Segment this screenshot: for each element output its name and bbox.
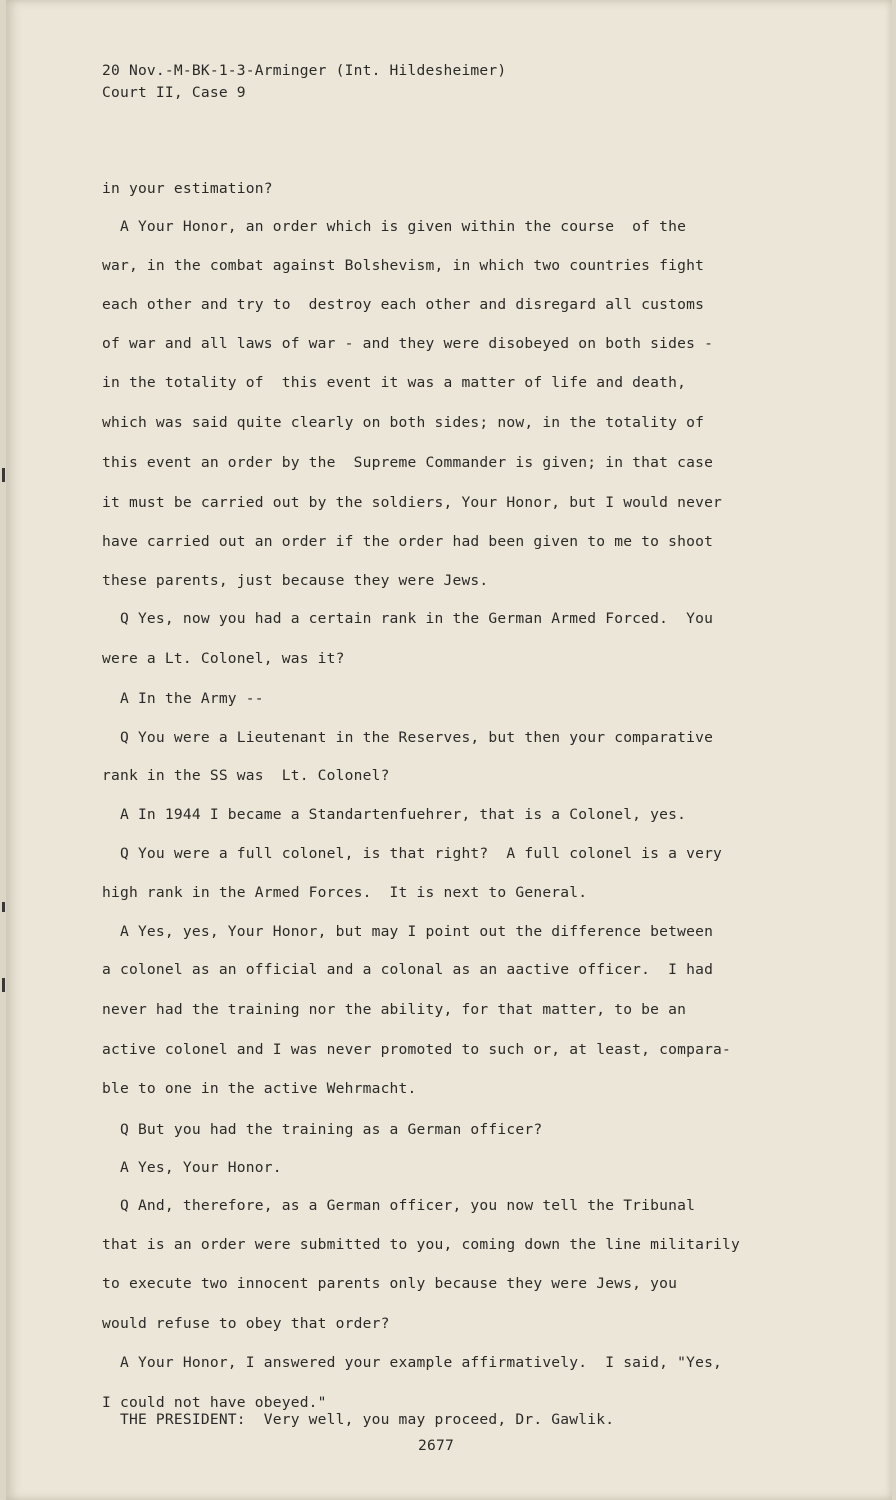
binding-mark [2, 468, 5, 482]
text-line: a colonel as an official and a colonal as an aactive officer. I had [102, 961, 714, 978]
text-line: I could not have obeyed." [102, 1394, 327, 1411]
text-line: would refuse to obey that order? [102, 1315, 390, 1332]
text-line: in the totality of this event it was a matter of life and death, [102, 374, 687, 391]
binding-mark [2, 978, 5, 992]
text-line: to execute two innocent parents only because they were Jews, you [102, 1275, 678, 1292]
text-line: Q You were a full colonel, is that right? A full colonel is a very [102, 845, 723, 862]
text-line: THE PRESIDENT: Very well, you may proceed, Dr. Gawlik. [102, 1411, 615, 1428]
text-line: A In 1944 I became a Standartenfuehrer, that is a Colonel, yes. [102, 806, 687, 823]
text-line: it must be carried out by the soldiers, Your Honor, but I would never [102, 494, 723, 511]
text-line: which was said quite clearly on both sides; now, in the totality of [102, 414, 705, 431]
text-line: Q And, therefore, as a German officer, you now tell the Tribunal [102, 1197, 696, 1214]
text-line: active colonel and I was never promoted to such or, at least, compara- [102, 1041, 732, 1058]
text-line: A Yes, Your Honor. [102, 1159, 282, 1176]
text-line: ble to one in the active Wehrmacht. [102, 1080, 417, 1097]
text-line: war, in the combat against Bolshevism, in which two countries fight [102, 257, 705, 274]
text-line: A Yes, yes, Your Honor, but may I point out the difference between [102, 923, 714, 940]
text-line: A In the Army -- [102, 690, 264, 707]
text-line: rank in the SS was Lt. Colonel? [102, 767, 390, 784]
text-line: Q But you had the training as a German officer? [102, 1121, 543, 1138]
header-line-1: 20 Nov.-M-BK-1-3-Arminger (Int. Hildesheimer) [102, 62, 507, 79]
page-number: 2677 [418, 1437, 454, 1454]
text-line: this event an order by the Supreme Commander is given; in that case [102, 454, 714, 471]
text-line: each other and try to destroy each other and disregard all customs [102, 296, 705, 313]
text-line: in your estimation? [102, 180, 273, 197]
text-line: A Your Honor, I answered your example affirmatively. I said, "Yes, [102, 1354, 723, 1371]
text-line: high rank in the Armed Forces. It is next to General. [102, 884, 588, 901]
text-line: these parents, just because they were Jews. [102, 572, 489, 589]
document-page [6, 0, 892, 1500]
binding-mark [2, 902, 5, 912]
text-line: never had the training nor the ability, for that matter, to be an [102, 1001, 687, 1018]
header-line-2: Court II, Case 9 [102, 84, 246, 101]
text-line: that is an order were submitted to you, coming down the line militarily [102, 1236, 741, 1253]
text-line: A Your Honor, an order which is given within the course of the [102, 218, 687, 235]
text-line: of war and all laws of war - and they were disobeyed on both sides - [102, 335, 714, 352]
text-line: have carried out an order if the order had been given to me to shoot [102, 533, 714, 550]
text-line: Q Yes, now you had a certain rank in the German Armed Forced. You [102, 610, 714, 627]
text-line: were a Lt. Colonel, was it? [102, 650, 345, 667]
text-line: Q You were a Lieutenant in the Reserves, but then your comparative [102, 729, 714, 746]
